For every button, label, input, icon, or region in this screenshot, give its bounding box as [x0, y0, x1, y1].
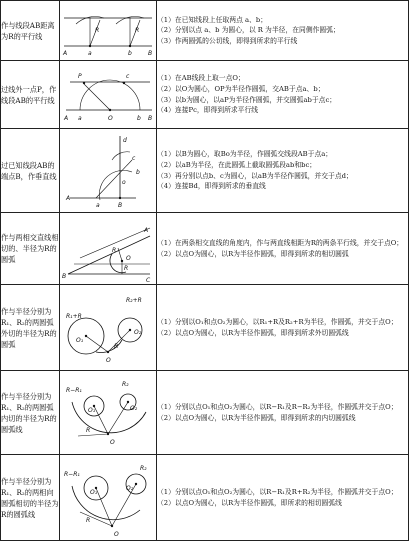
label-b: b — [137, 114, 141, 122]
label-B: B — [148, 114, 153, 122]
perpendicular-figure — [60, 130, 156, 212]
label-d: d — [123, 136, 127, 144]
label-r1: R — [95, 26, 100, 34]
label-O1: O₁ — [88, 406, 96, 414]
external-tangent-figure — [60, 286, 156, 370]
label-a: a — [88, 49, 92, 57]
opposite-tangent-figure — [60, 456, 156, 540]
label-O2: O₂ — [126, 484, 134, 492]
tangent-to-lines-figure — [60, 214, 156, 284]
step-2: （2）分别以点 a、b 为圆心，以 R 为半径，在同侧作圆弧； — [157, 26, 340, 35]
label-R-minus-R1: R−R₁ — [66, 386, 82, 394]
row-title: 作与半径分别为R₁、R₂的两圆弧外切的半径为R的圆弧 — [1, 285, 60, 371]
label-P: P — [78, 72, 82, 80]
step-4: （4）连接Pc，即得到所求平行线 — [157, 106, 259, 115]
row-figure — [60, 1, 157, 61]
table-row — [1, 213, 409, 285]
row-figure — [60, 371, 157, 455]
row-title: 作与半径分别为R₁、R₂的两圆弧内切的半径为R的圆弧线 — [1, 371, 60, 455]
row-steps — [157, 61, 409, 129]
row-steps — [157, 455, 409, 541]
label-O2: O₂ — [134, 328, 142, 336]
table-row — [1, 371, 409, 455]
step-2: （2）以点O为圆心，以R为半径作圆弧，即所求的相切圆弧线 — [157, 498, 342, 507]
label-O: O — [106, 356, 111, 364]
table-row — [1, 285, 409, 371]
label-b: b — [128, 49, 132, 57]
label-b: b — [136, 168, 140, 176]
label-c: c — [126, 72, 130, 80]
row-title: 过线外一点P，作线段AB的平行线 — [1, 61, 60, 129]
step-2: （2）以aB为半径，在此圆弧上截取圆弧段ab和bc； — [157, 160, 317, 169]
row-figure — [60, 61, 157, 129]
label-O: O — [110, 438, 115, 446]
label-O: O — [126, 254, 131, 262]
label-O1: O₁ — [90, 488, 98, 496]
label-A: A — [64, 114, 69, 122]
row-steps — [157, 285, 409, 371]
label-O: O — [108, 114, 113, 122]
label-A: A — [144, 226, 149, 234]
label-R2: R — [124, 264, 129, 272]
step-1: （1）在已知线段上任取两点 a、b； — [157, 15, 268, 24]
parallel-line-figure — [60, 2, 156, 60]
label-B: B — [148, 49, 153, 57]
label-c: c — [132, 154, 136, 162]
label-B: B — [118, 201, 123, 209]
table-row — [1, 1, 409, 61]
row-title: 过已知线段AB的端点B，作垂直线 — [1, 129, 60, 213]
label-R1-plus-R: R₁+R — [66, 312, 82, 320]
table-row — [1, 455, 409, 541]
row-steps — [157, 371, 409, 455]
label-a: a — [78, 114, 82, 122]
step-1: （1）以B为圆心，取Bo为半径，作圆弧交线段AB于点a； — [157, 150, 333, 159]
label-o: o — [122, 178, 126, 186]
step-3: （3）作两圆弧的公切线，即得到所求的平行线 — [157, 36, 298, 45]
step-1: （1）分别以O₁和点O₂为圆心，以R₁+R及R₂+R为半径，作圆弧，并交于点O； — [157, 317, 398, 326]
step-1: （1）在两条相交直线的角度内，作与两直线相距为R的两条平行线，并交于点O； — [157, 238, 404, 247]
step-4: （4）连接Bd，即得到所求的垂直线 — [157, 182, 266, 191]
step-3: （3）再分别以点b、c为圆心，以aB为半径作圆弧，并交于点d； — [157, 171, 353, 180]
row-figure — [60, 455, 157, 541]
label-O1: O₁ — [76, 336, 84, 344]
label-R1: R — [112, 246, 117, 254]
parallel-through-point-figure — [60, 62, 156, 128]
table-row — [1, 61, 409, 129]
row-title: 作与两相交直线相切的、半径为R的圆弧 — [1, 213, 60, 285]
label-A: A — [63, 49, 68, 57]
row-steps — [157, 129, 409, 213]
label-R2-plus-R: R₂+R — [126, 296, 142, 304]
label-B: B — [62, 272, 67, 280]
label-r2: R — [135, 26, 140, 34]
step-2: （2）以O为圆心，OP为半径作圆弧，交AB于点a、b； — [157, 84, 325, 93]
step-2: （2）以点O为圆心，以R为半径作圆弧，即得到所求的相切圆弧 — [157, 249, 349, 258]
label-R2: R₂ — [122, 380, 129, 388]
row-steps — [157, 213, 409, 285]
label-R2: R₂ — [140, 464, 147, 472]
label-R: R — [114, 342, 119, 350]
label-R: R — [86, 516, 91, 524]
row-steps — [157, 1, 409, 61]
step-1: （1）分别以点O₁和点O₂为圆心，以R−R₁及R+R₂为半径，作圆弧并交于点O； — [157, 487, 398, 496]
row-figure — [60, 129, 157, 213]
label-A: A — [66, 194, 71, 202]
row-title: 作与线段AB距离为R的平行线 — [1, 1, 60, 61]
label-O: O — [114, 530, 119, 538]
label-C: C — [146, 276, 151, 284]
label-O2: O₂ — [130, 404, 138, 412]
step-1: （1）分别以点O₁和点O₂为圆心，以R−R₁及R−R₂为半径，作圆弧并交于点O； — [157, 402, 398, 411]
row-figure — [60, 213, 157, 285]
row-figure — [60, 285, 157, 371]
step-2: （2）以点O为圆心，以R为半径作圆弧，即得到所求外切圆弧线 — [157, 328, 349, 337]
step-1: （1）在AB线段上取一点O； — [157, 74, 245, 83]
step-3: （3）以b为圆心，以aP为半径作圆弧，并交圆弧ab于点c； — [157, 95, 337, 104]
step-2: （2）以点O为圆心，以R为半径作圆弧，即得到所求的内切圆弧线 — [157, 413, 356, 422]
label-R-minus-R1: R−R₁ — [64, 470, 80, 478]
label-a: a — [96, 201, 100, 209]
table-row — [1, 129, 409, 213]
label-R: R — [86, 426, 91, 434]
row-title: 作与半径分别为R₁、R₂的两相向圆弧相切的半径为R的圆弧线 — [1, 455, 60, 541]
internal-tangent-figure — [60, 372, 156, 454]
